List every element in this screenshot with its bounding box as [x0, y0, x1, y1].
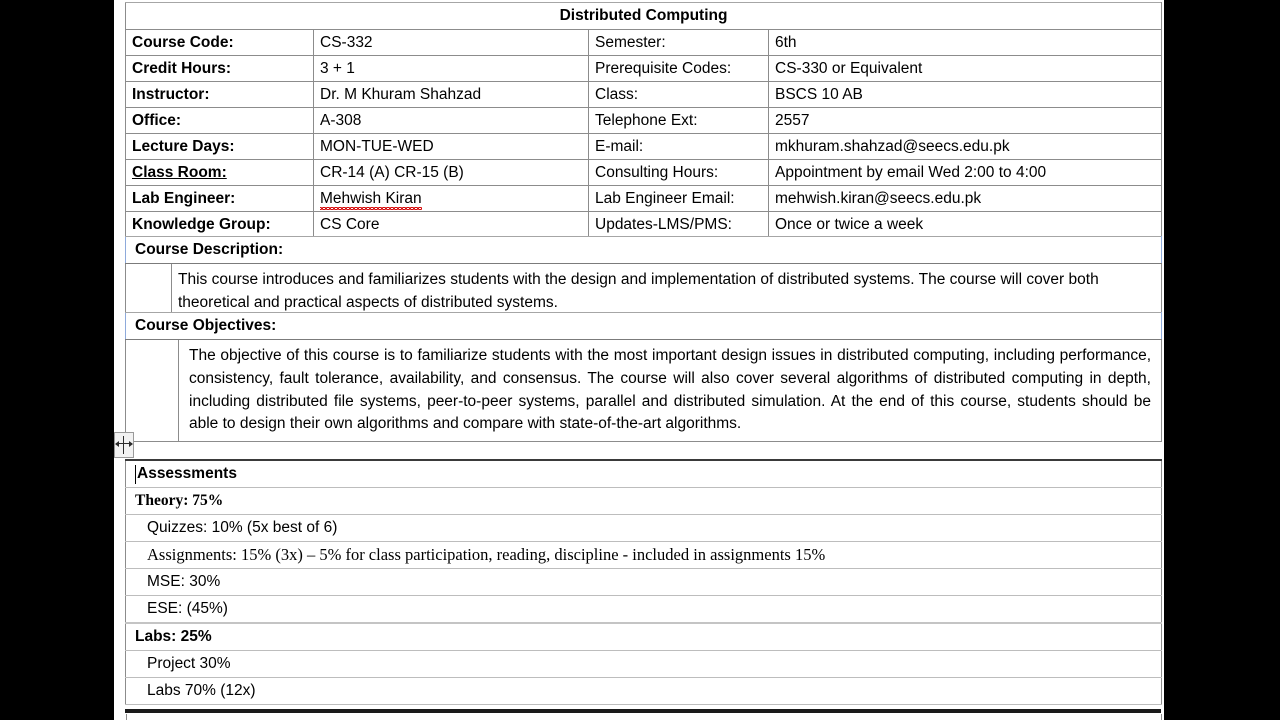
table-row — [126, 186, 1162, 212]
field-label-credit-hours: Credit Hours: — [126, 56, 314, 82]
field-label-semester: Semester: — [589, 30, 769, 56]
field-value-prerequisite-codes[interactable]: CS-330 or Equivalent — [769, 56, 1162, 82]
document-title: Distributed Computing — [126, 3, 1162, 30]
field-label-lab-engineer: Lab Engineer: — [126, 186, 314, 212]
field-value-office[interactable]: A-308 — [314, 108, 589, 134]
document-page — [114, 0, 1164, 720]
field-value-updates-lms-pms[interactable]: Once or twice a week — [769, 212, 1162, 238]
assessment-item-quizzes[interactable]: Quizzes: 10% (5x best of 6) — [126, 515, 1162, 542]
table-row-title — [126, 3, 1162, 30]
assessments-labs-heading: Labs: 25% — [126, 623, 1162, 651]
field-label-instructor: Instructor: — [126, 82, 314, 108]
assessments-item-row — [126, 542, 1162, 569]
table-row — [126, 160, 1162, 186]
course-description-table — [125, 236, 1162, 321]
field-label-lecture-days: Lecture Days: — [126, 134, 314, 160]
field-value-class[interactable]: BSCS 10 AB — [769, 82, 1162, 108]
resize-arrows-icon — [116, 443, 132, 444]
field-label-telephone-ext: Telephone Ext: — [589, 108, 769, 134]
table-row — [126, 30, 1162, 56]
course-description-heading-row — [126, 237, 1162, 264]
course-info-table — [125, 2, 1162, 238]
field-value-class-room[interactable]: CR-14 (A) CR-15 (B) — [314, 160, 589, 186]
field-value-semester[interactable]: 6th — [769, 30, 1162, 56]
field-value-knowledge-group[interactable]: CS Core — [314, 212, 589, 238]
course-objectives-heading-row — [126, 313, 1162, 340]
field-label-prerequisite-codes: Prerequisite Codes: — [589, 56, 769, 82]
field-value-email[interactable]: mkhuram.shahzad@seecs.edu.pk — [769, 134, 1162, 160]
table-row — [126, 56, 1162, 82]
assessments-item-row — [126, 651, 1162, 678]
assessments-theory-heading-row — [126, 488, 1162, 515]
next-section-top-rule — [125, 709, 1161, 713]
assessments-item-row — [126, 515, 1162, 542]
field-value-course-code[interactable]: CS-332 — [314, 30, 589, 56]
field-value-lecture-days[interactable]: MON-TUE-WED — [314, 134, 589, 160]
table-row — [126, 212, 1162, 238]
assessments-item-row — [126, 678, 1162, 705]
field-label-class-room — [126, 160, 314, 186]
field-value-lab-engineer[interactable] — [314, 186, 589, 212]
course-description-heading: Course Description: — [126, 237, 1162, 264]
assessments-heading-row — [126, 460, 1162, 488]
field-label-knowledge-group: Knowledge Group: — [126, 212, 314, 238]
field-value-instructor[interactable]: Dr. M Khuram Shahzad — [314, 82, 589, 108]
assessment-item-mse[interactable]: MSE: 30% — [126, 569, 1162, 596]
assessment-item-project[interactable]: Project 30% — [126, 651, 1162, 678]
assessment-item-labs[interactable]: Labs 70% (12x) — [126, 678, 1162, 705]
field-value-consulting-hours[interactable]: Appointment by email Wed 2:00 to 4:00 — [769, 160, 1162, 186]
assessments-item-row — [126, 596, 1162, 624]
field-label-course-code: Course Code: — [126, 30, 314, 56]
field-label-office: Office: — [126, 108, 314, 134]
assessments-theory-heading: Theory: 75% — [126, 488, 1162, 515]
field-label-lab-engineer-email: Lab Engineer Email: — [589, 186, 769, 212]
course-objectives-text: The objective of this course is to familiarize students with the most important design issues in distributed computing, including performance, consistency, fault tolerance, availability, and consensus. The course will also cover several algorithms of distributed computing in depth, including distributed file systems, peer-to-peer systems, parallel and distributed simulation. At the end of this course, students should be able to design their own algorithms and compare with state-of-the-art algorithms. — [189, 347, 1151, 433]
table-row — [126, 108, 1162, 134]
field-label-consulting-hours: Consulting Hours: — [589, 160, 769, 186]
assessments-heading-text: Assessments — [137, 465, 237, 483]
assessments-item-row — [126, 569, 1162, 596]
field-label-updates-lms-pms: Updates-LMS/PMS: — [589, 212, 769, 238]
next-section-partial-row — [126, 714, 1162, 720]
course-objectives-body[interactable] — [179, 340, 1162, 442]
course-objectives-table — [125, 312, 1162, 442]
course-objectives-body-row — [126, 340, 1162, 442]
assessments-labs-heading-row — [126, 623, 1162, 651]
field-label-email: E-mail: — [589, 134, 769, 160]
field-value-credit-hours[interactable]: 3 + 1 — [314, 56, 589, 82]
assessment-item-assignments[interactable]: Assignments: 15% (3x) – 5% for class participation, reading, discipline - included in assignments 15% — [126, 542, 1162, 569]
field-label-class: Class: — [589, 82, 769, 108]
resize-handle-bar — [123, 436, 124, 454]
assessment-item-ese[interactable]: ESE: (45%) — [126, 596, 1162, 624]
course-description-text: This course introduces and familiarizes students with the design and implementation of distributed systems. The course will cover both theoretical and practical aspects of distributed systems. — [178, 271, 1099, 311]
table-row — [126, 82, 1162, 108]
table-column-resize-handle[interactable] — [114, 432, 134, 458]
text-cursor — [135, 465, 136, 484]
field-value-lab-engineer-text: Mehwish Kiran — [320, 189, 422, 207]
assessments-heading[interactable] — [126, 460, 1162, 488]
field-value-lab-engineer-email[interactable]: mehwish.kiran@seecs.edu.pk — [769, 186, 1162, 212]
field-label-class-room-text: Class Room: — [132, 163, 227, 181]
course-objectives-heading: Course Objectives: — [126, 313, 1162, 340]
indent-cell — [126, 340, 179, 442]
table-row — [126, 134, 1162, 160]
assessments-table — [125, 459, 1162, 705]
field-value-telephone-ext[interactable]: 2557 — [769, 108, 1162, 134]
